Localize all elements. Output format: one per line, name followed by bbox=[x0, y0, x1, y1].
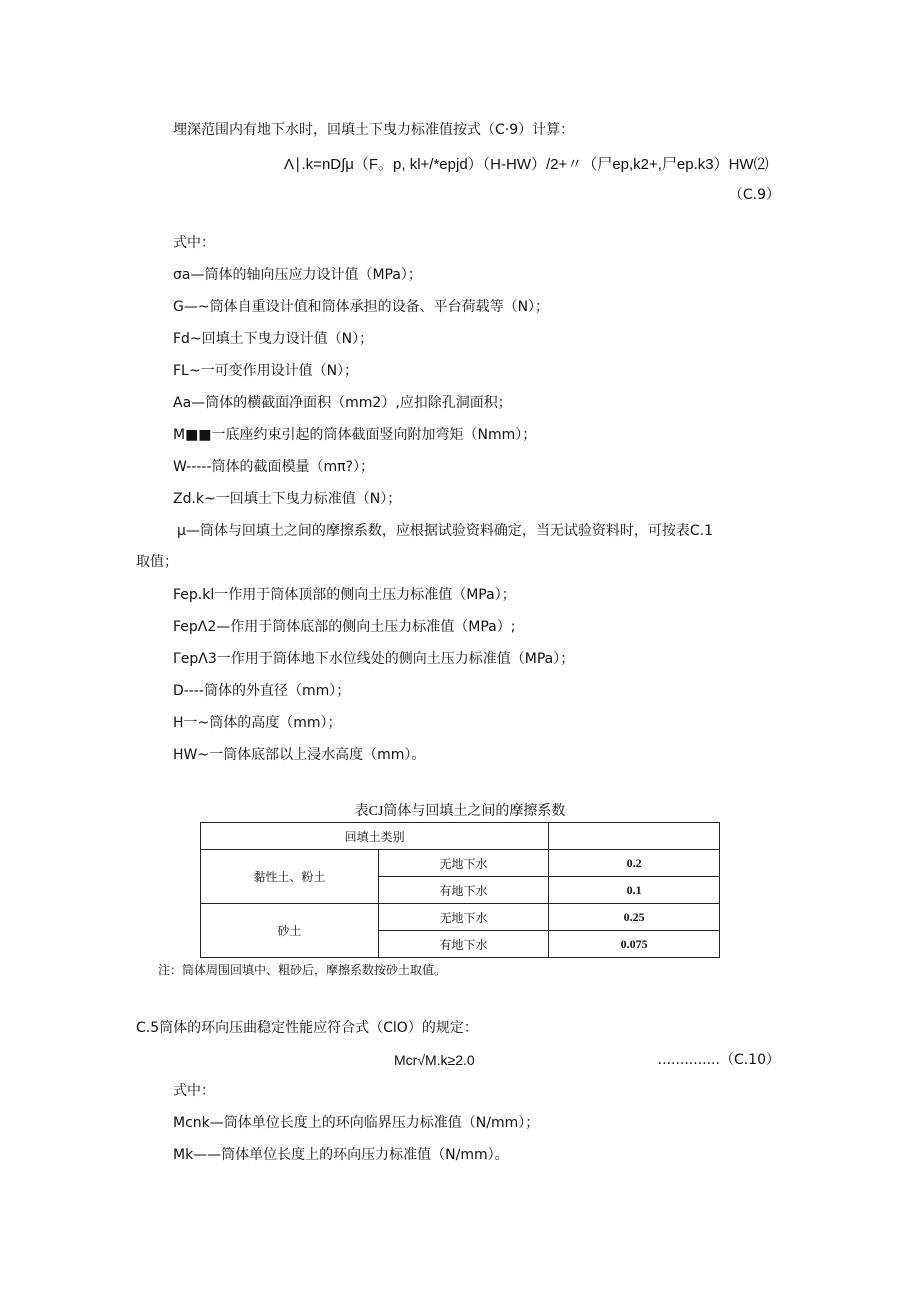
coefficient-cell: 0.2 bbox=[549, 850, 720, 877]
def-fl: FL~一可变作用设计值（N）； bbox=[173, 363, 359, 379]
section-c5: C.5筒体的环向压曲稳定性能应符合式（ClO）的规定： bbox=[136, 1020, 478, 1036]
condition-cell: 有地下水 bbox=[378, 877, 549, 904]
formula-c9-number: （C.9） bbox=[728, 187, 780, 203]
table-row bbox=[201, 850, 720, 877]
where-label: 式中： bbox=[173, 235, 215, 251]
def-m: M■■一底座约束引起的筒体截面竖向附加弯矩（Nmm）； bbox=[173, 427, 537, 443]
header-blank bbox=[549, 823, 720, 850]
coefficient-cell: 0.075 bbox=[549, 931, 720, 958]
soil-type-cell: 黏性土、粉土 bbox=[201, 850, 379, 904]
coefficient-cell: 0.25 bbox=[549, 904, 720, 931]
def-fepk1: Fep.kl一作用于筒体顶部的侧向土压力标准值（MPa）； bbox=[173, 587, 516, 603]
table-note: 注：筒体周围回填中、粗砂后，摩擦系数按砂土取值。 bbox=[158, 963, 447, 977]
def-fd: Fd~回填土下曳力设计值（N）； bbox=[173, 331, 374, 347]
def-sigma-a: σa—筒体的轴向压应力设计值（MPa）； bbox=[173, 267, 422, 283]
table-caption: 表CJ筒体与回填土之间的摩擦系数 bbox=[354, 804, 566, 819]
def-mk: Mk——筒体单位长度上的环向压力标准值（N∕mm）。 bbox=[173, 1147, 509, 1163]
formula-c9: Λ∣.k=nD∫μ（F。p, kl+/*epjd）（H-HW）/2+〃（尸ep,k2+,尸ep.k3）HW⑵ bbox=[284, 156, 769, 173]
def-aa: Aa—筒体的横截面净面积（mm2）,应扣除孔洞面积； bbox=[173, 395, 512, 411]
table-row bbox=[201, 904, 720, 931]
intro-text: 埋深范围内有地下水时，回填土下曳力标准值按式（C·9）计算： bbox=[173, 122, 575, 138]
condition-cell: 有地下水 bbox=[378, 931, 549, 958]
def-h: H一~筒体的高度（mm）； bbox=[173, 715, 342, 731]
def-fepk3: ΓepΛ3一作用于筒体地下水位线处的侧向土压力标准值（MPa）； bbox=[173, 651, 575, 667]
condition-cell: 无地下水 bbox=[378, 904, 549, 931]
coefficient-cell: 0.1 bbox=[549, 877, 720, 904]
def-g: G—~筒体自重设计值和筒体承担的设备、平台荷载等（N）； bbox=[173, 299, 550, 315]
def-zdk: Zd.k~一回填土下曳力标准值（N）； bbox=[173, 491, 402, 507]
table-header-row bbox=[201, 823, 720, 850]
def-mu-cont: 取值； bbox=[136, 554, 178, 570]
condition-cell: 无地下水 bbox=[378, 850, 549, 877]
def-mcnk: Mcnk—筒体单位长度上的环向临界压力标准值（N∕mm）； bbox=[173, 1115, 540, 1131]
soil-type-cell: 砂土 bbox=[201, 904, 379, 958]
formula-c10-number: ..............（C.10） bbox=[657, 1052, 780, 1068]
where-label-2: 式中： bbox=[173, 1083, 215, 1099]
def-mu: μ—筒体与回填土之间的摩擦系数，应根据试验资料确定，当无试验资料时，可按表C.1 bbox=[177, 523, 714, 539]
friction-table bbox=[200, 822, 720, 958]
header-soil-type: 回填土类别 bbox=[201, 823, 549, 850]
def-w: W-----筒体的截面模量（mπ?）； bbox=[173, 459, 375, 475]
def-hw: HW~一筒体底部以上浸水高度（mm）。 bbox=[173, 747, 426, 763]
def-d: D----筒体的外直径（mm）； bbox=[173, 683, 351, 699]
formula-c10: Mcr√M.k≥2.0 bbox=[394, 1052, 475, 1068]
def-fepk2: FepΛ2—作用于筒体底部的侧向土压力标准值（MPa）; bbox=[173, 619, 516, 635]
